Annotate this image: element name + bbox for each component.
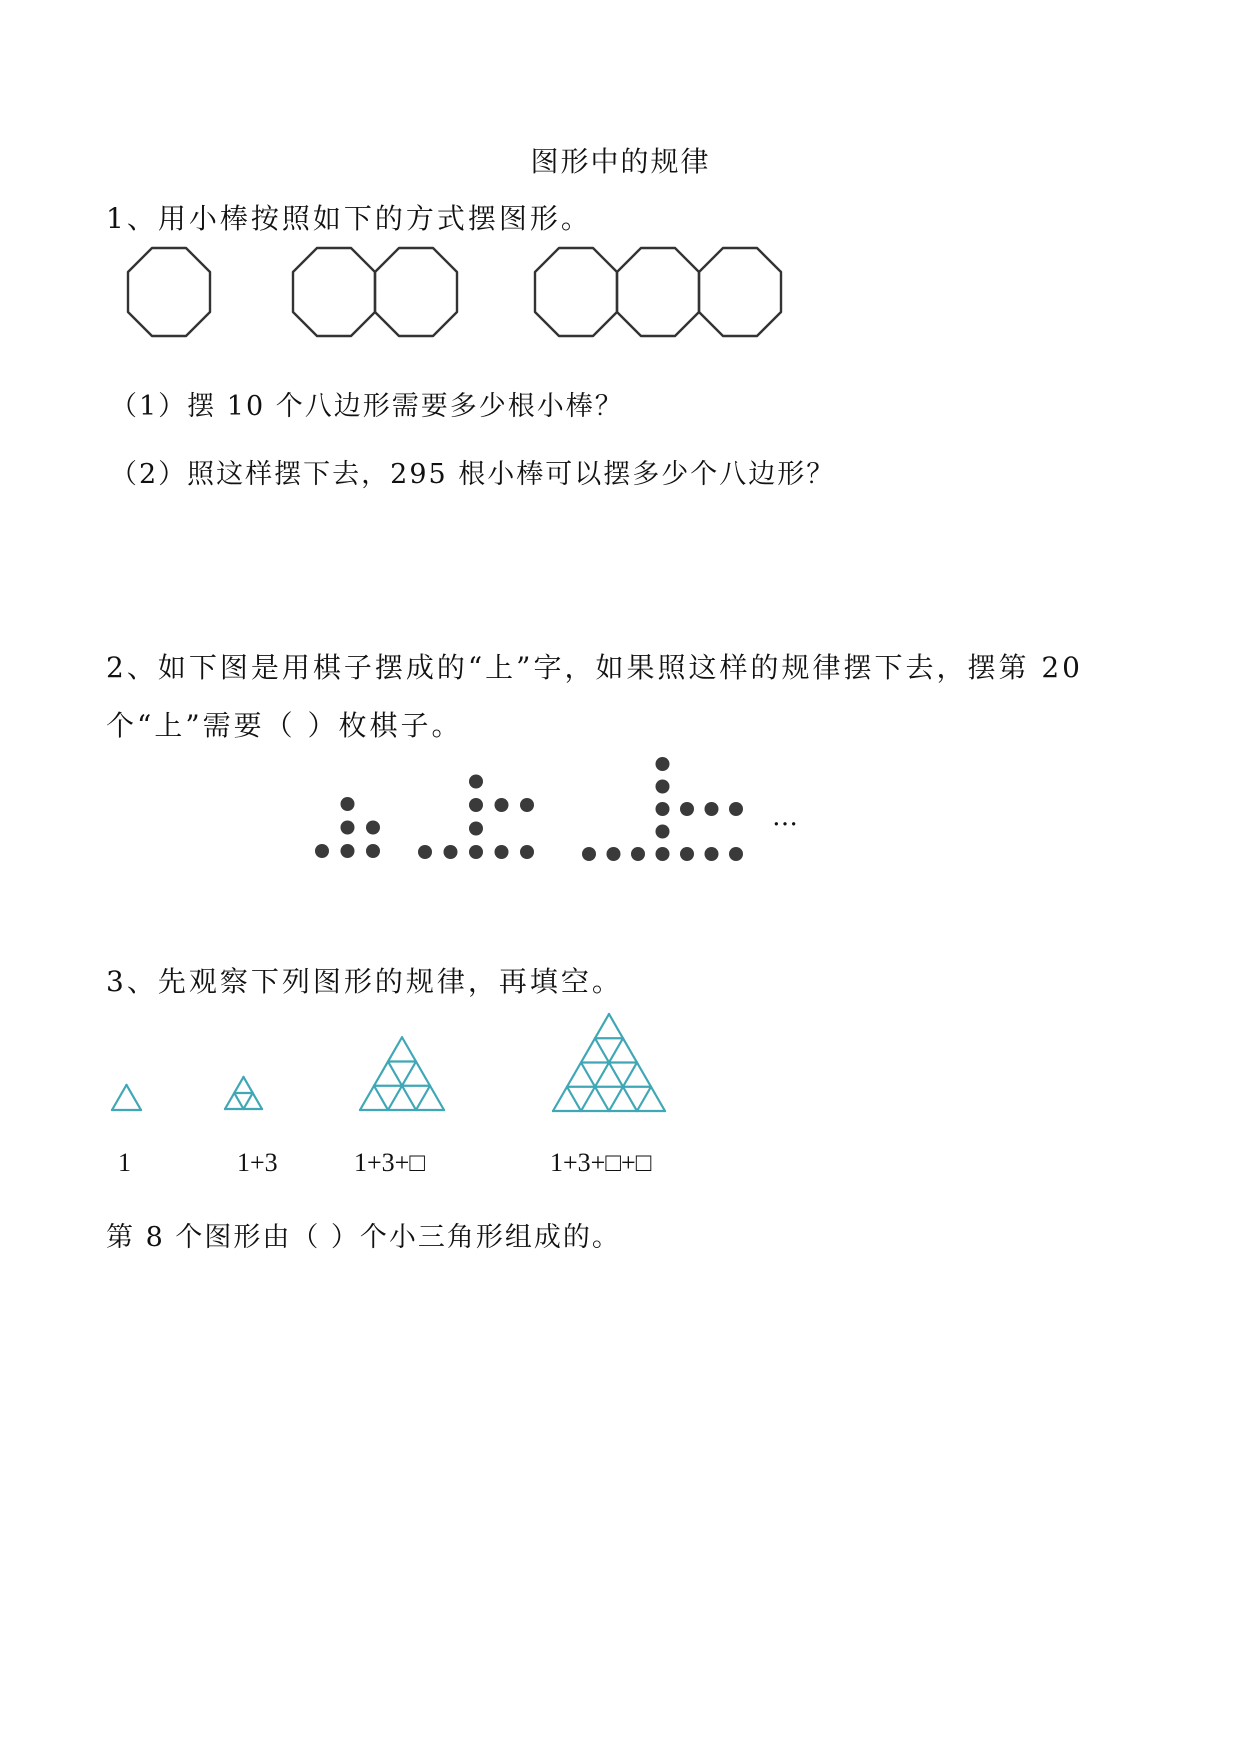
triangle-figure-3 — [360, 1037, 444, 1110]
chess-piece — [341, 844, 355, 858]
chess-piece — [656, 825, 670, 839]
chess-piece — [495, 845, 509, 859]
formula-4: 1+3+□+□ — [550, 1148, 652, 1177]
chess-piece — [631, 847, 645, 861]
chess-piece — [366, 821, 380, 835]
chess-piece — [582, 847, 596, 861]
triangle-edge — [388, 1062, 416, 1110]
triangle-figure-1 — [112, 1085, 141, 1110]
shang-figure-2 — [418, 775, 534, 860]
octagon — [128, 248, 210, 336]
chess-piece — [469, 775, 483, 789]
triangle-figure-4 — [553, 1014, 665, 1111]
chess-piece — [705, 802, 719, 816]
octagon — [375, 248, 457, 336]
question-2-line-1: 2、如下图是用棋子摆成的“上”字，如果照这样的规律摆下去，摆第 20 — [106, 651, 1083, 684]
triangle-edge — [244, 1093, 253, 1109]
question-3-fill-in: 第 8 个图形由（ ）个小三角形组成的。 — [106, 1222, 621, 1253]
question-1-part-1: （1）摆 10 个八边形需要多少根小棒？ — [110, 391, 624, 422]
chess-piece — [729, 847, 743, 861]
octagon — [293, 248, 375, 336]
triangle-edge — [374, 1086, 388, 1110]
triangle-edge — [567, 1087, 581, 1111]
formula-2: 1+3 — [237, 1148, 278, 1177]
chess-piece — [469, 822, 483, 836]
triangle-edge — [225, 1077, 244, 1109]
octagon-group-3 — [535, 248, 781, 336]
formula-1: 1 — [118, 1148, 131, 1177]
triangle-edge — [595, 1038, 637, 1111]
octagon — [535, 248, 617, 336]
question-1-part-2: （2）照这样摆下去，295 根小棒可以摆多少个八边形？ — [110, 459, 836, 490]
chess-piece — [607, 847, 621, 861]
triangle-edge — [402, 1037, 444, 1110]
triangle-edge — [244, 1077, 263, 1109]
octagon-group-1 — [128, 248, 210, 336]
chess-piece — [520, 798, 534, 812]
triangle-edge — [609, 1014, 665, 1111]
triangle-edge — [127, 1085, 142, 1110]
chess-piece — [656, 780, 670, 794]
chess-piece — [444, 845, 458, 859]
formula-3: 1+3+□ — [354, 1148, 426, 1177]
chess-piece — [680, 802, 694, 816]
question-2-line-2: 个“上”需要（ ）枚棋子。 — [106, 709, 463, 742]
chess-piece — [520, 845, 534, 859]
chess-piece — [341, 797, 355, 811]
chess-piece — [705, 847, 719, 861]
chess-piece — [656, 847, 670, 861]
triangle-edge — [609, 1063, 637, 1111]
octagon — [617, 248, 699, 336]
chess-piece — [418, 845, 432, 859]
page-title: 图形中的规律 — [530, 145, 711, 178]
chess-piece — [469, 845, 483, 859]
question-3-heading: 3、先观察下列图形的规律，再填空。 — [106, 965, 623, 998]
chess-piece — [469, 798, 483, 812]
chess-piece — [656, 757, 670, 771]
triangle-edge — [581, 1038, 623, 1111]
chess-piece — [495, 798, 509, 812]
triangle-edge — [388, 1062, 416, 1110]
ellipsis: … — [772, 802, 798, 832]
triangle-edge — [234, 1093, 243, 1109]
chess-piece — [341, 821, 355, 835]
chess-piece — [366, 844, 380, 858]
triangle-edge — [360, 1037, 402, 1110]
triangle-figure-2 — [225, 1077, 262, 1109]
octagon-group-2 — [293, 248, 457, 336]
octagon — [699, 248, 781, 336]
chess-piece — [315, 844, 329, 858]
triangle-edge — [416, 1086, 430, 1110]
chess-piece — [656, 802, 670, 816]
triangle-edge — [581, 1063, 609, 1111]
chess-piece — [680, 847, 694, 861]
triangle-edge — [553, 1014, 609, 1111]
triangle-edge — [637, 1087, 651, 1111]
question-1-heading: 1、用小棒按照如下的方式摆图形。 — [106, 202, 592, 235]
chess-piece — [729, 802, 743, 816]
triangle-edge — [112, 1085, 127, 1110]
shang-figure-1 — [315, 797, 380, 858]
shang-figure-3 — [582, 757, 743, 861]
